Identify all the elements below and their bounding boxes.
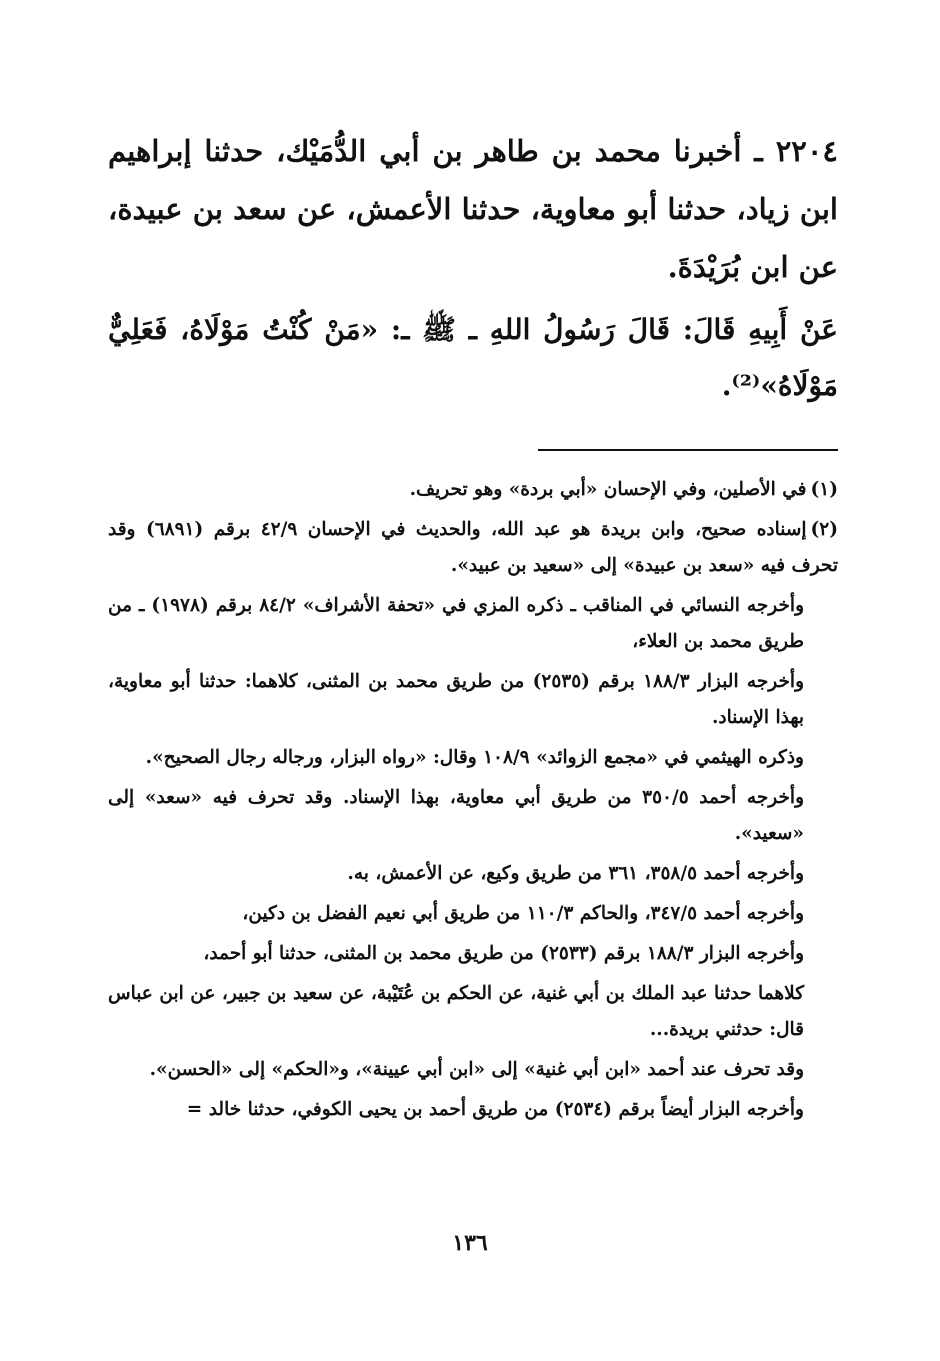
footnote-text: وأخرجه البزار أيضاً برقم (٢٥٣٤) من طريق أحمد بن يحيى الكوفي، حدثنا خالد = (186, 1099, 804, 1120)
footnote-paragraph (108, 512, 838, 584)
footnote-paragraph (108, 896, 838, 932)
footnotes (108, 472, 838, 1132)
footnote-text: وقد تحرف عند أحمد «ابن أبي غنية» إلى «ابن أبي عيينة»، و«الحكم» إلى «الحسن». (149, 1059, 804, 1080)
main-text (108, 122, 838, 414)
footnote-paragraph (108, 936, 838, 972)
footnote-text: وأخرجه أحمد ٣٥٠/٥ من طريق أبي معاوية، بهذا الإسناد. وقد تحرف فيه «سعد» إلى «سعيد». (108, 787, 804, 844)
footnote-paragraph (108, 780, 838, 852)
footnote-separator (538, 449, 838, 451)
page-number: ١٣٦ (452, 1230, 488, 1256)
footnote-paragraph (108, 664, 838, 736)
footnote-text: وأخرجه أحمد ٣٥٨/٥، ٣٦١ من طريق وكيع، عن الأعمش، به. (347, 863, 804, 884)
footnote-paragraph (108, 856, 838, 892)
footnote-paragraph (108, 740, 838, 776)
footnote-paragraph (108, 1092, 838, 1128)
page-body (108, 122, 838, 1120)
footnote-text: في الأصلين، وفي الإحسان «أبي بردة» وهو تحريف. (409, 479, 807, 500)
footnote-text: وأخرجه البزار ١٨٨/٣ برقم (٢٥٣٣) من طريق محمد بن المثنى، حدثنا أبو أحمد، (203, 943, 804, 964)
footnote-text: وأخرجه النسائي في المناقب ـ ذكره المزي في «تحفة الأشراف» ٨٤/٢ برقم (١٩٧٨) ـ من طريق محمد بن العلاء، (108, 595, 805, 652)
footnote-text: وذكره الهيثمي في «مجمع الزوائد» ١٠٨/٩ وقال: «رواه البزار، ورجاله رجال الصحيح». (145, 747, 804, 768)
hadith-isnad: ٢٢٠٤ ـ أخبرنا محمد بن طاهر بن أبي الدُّمَيْك، حدثنا إبراهيم ابن زياد، حدثنا أبو معاوية، حدثنا الأعمش، عن سعد بن عبيدة، عن ابن بُرَيْدَةَ. (108, 134, 838, 284)
footnote-text: كلاهما حدثنا عبد الملك بن أبي غنية، عن الحكم بن عُتَيْبة، عن سعيد بن جبير، عن ابن عباس قال: حدثني بريدة... (108, 983, 804, 1040)
footnote-paragraph (108, 588, 838, 660)
footnote-paragraph (108, 1052, 838, 1088)
footnote-number: (٢) (810, 519, 838, 540)
hadith-matn: عَنْ أَبِيهِ قَالَ: قَالَ رَسُولُ اللهِ ـ ﷺ ـ: «مَنْ كُنْتُ مَوْلَاهُ، فَعَلِيٌّ مَوْلَاهُ»⁽²⁾. (108, 313, 838, 402)
footnote-paragraph (108, 976, 838, 1048)
footnote-paragraph (108, 472, 838, 508)
footnote-text: وأخرجه البزار ١٨٨/٣ برقم (٢٥٣٥) من طريق محمد بن المثنى، كلاهما: حدثنا أبو معاوية، بهذا الإسناد. (108, 671, 804, 728)
footnote-text: إسناده صحيح، وابن بريدة هو عبد الله، والحديث في الإحسان ٤٢/٩ برقم (٦٨٩١) وقد تحرف فيه «سعد بن عبيدة» إلى «سعيد بن عبيد». (108, 519, 838, 576)
footnote-number: (١) (810, 479, 838, 500)
footnote-text: وأخرجه أحمد ٣٤٧/٥، والحاكم ١١٠/٣ من طريق أبي نعيم الفضل بن دكين، (242, 903, 804, 924)
